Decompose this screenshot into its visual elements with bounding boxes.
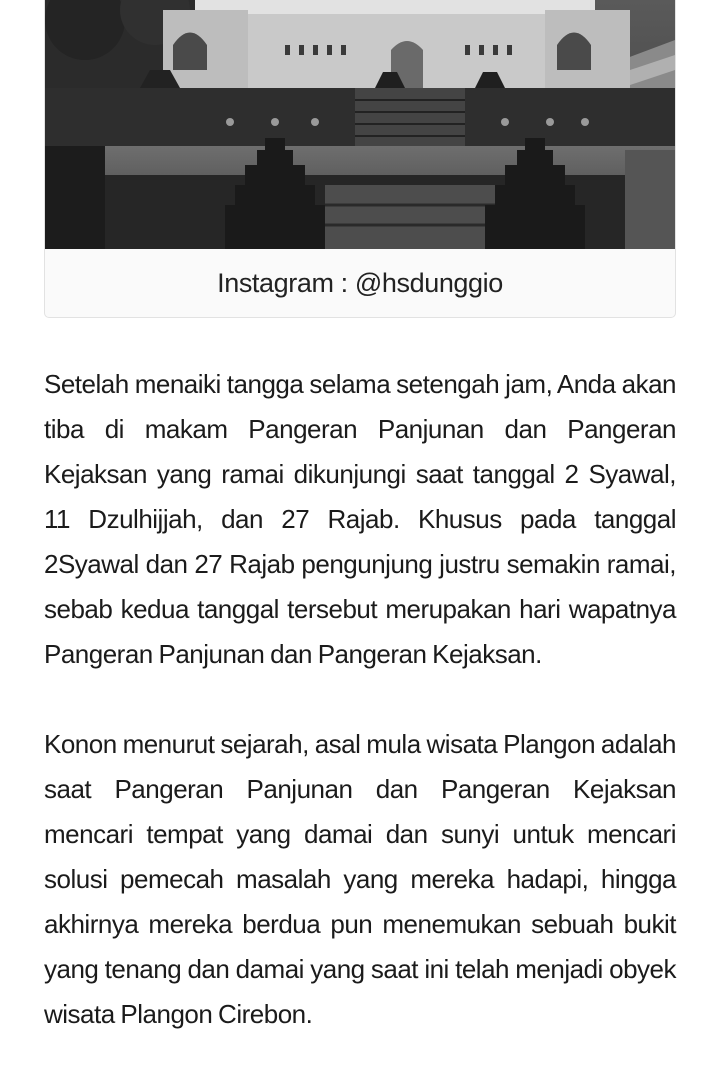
article-body [44, 362, 676, 1082]
article-figure [44, 0, 676, 318]
article-paragraph: Setelah menaiki tangga selama setengah jam, Anda akan tiba di makam Pangeran Panjunan dan Pangeran Kejaksan yang ramai dikunjungi saat tanggal 2 Syawal, 11 Dzulhijjah, dan 27 Rajab. Khusus pada tanggal 2Syawal dan 27 Rajab pengunjung justru semakin ramai, sebab kedua tanggal tersebut merupakan hari wapatnya Pangeran Panjunan dan Pangeran Kejaksan. [44, 369, 676, 669]
article-paragraph: Konon menurut sejarah, asal mula wisata Plangon adalah saat Pangeran Panjunan dan Pangeran Kejaksan mencari tempat yang damai dan sunyi untuk mencari solusi pemecah masalah yang mereka hadapi, hingga akhirnya mereka berdua pun menemukan sebuah bukit yang tenang dan damai yang saat ini telah menjadi obyek wisata Plangon Cirebon. [44, 729, 676, 1029]
tomb-stairs-photo[interactable] [45, 0, 675, 249]
photo-caption: Instagram : @hsdunggio [217, 267, 503, 298]
